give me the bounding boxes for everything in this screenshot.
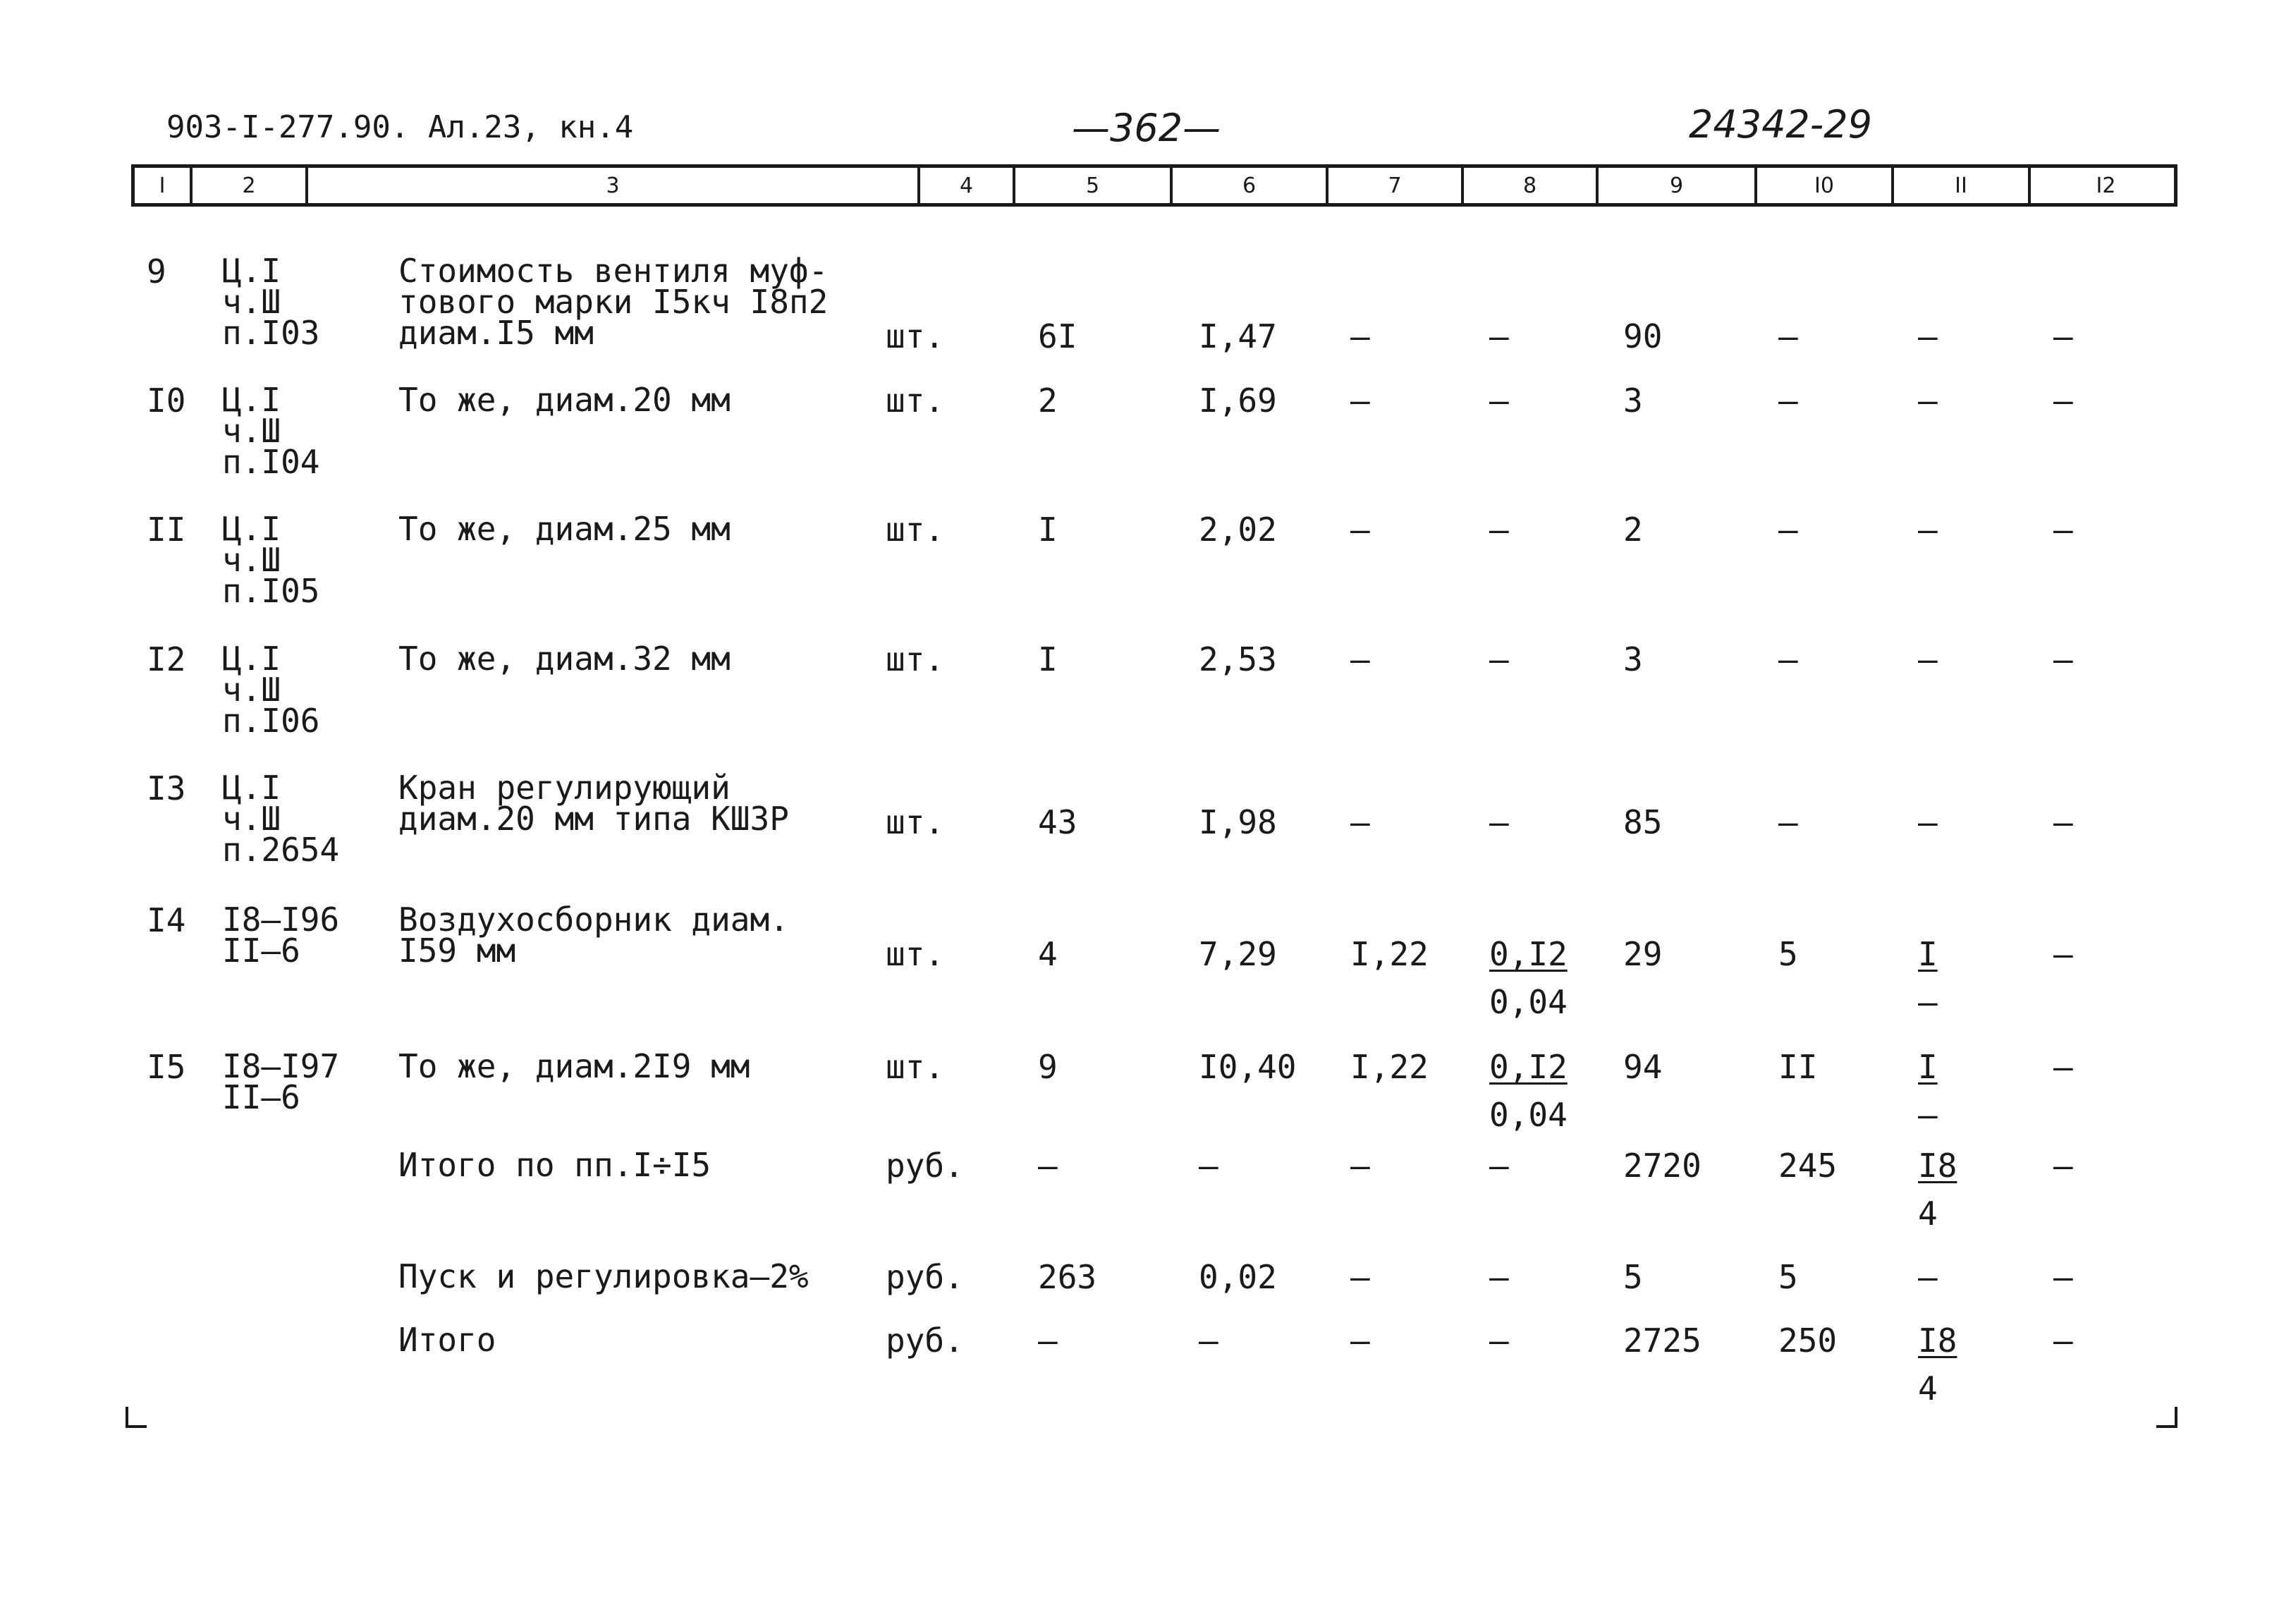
price-code: ч.Ш	[222, 671, 281, 709]
price-code: Ц.I	[222, 252, 281, 290]
value-col-12: –	[2053, 381, 2073, 420]
unit-cost: 7,29	[1199, 935, 1277, 973]
row-number: II	[147, 511, 186, 549]
document-reference: 903-I-277.90. Ал.23, кн.4	[166, 109, 634, 145]
price-code: ч.Ш	[222, 541, 281, 579]
unit-cost: I,69	[1199, 381, 1277, 420]
unit-cost: I,98	[1199, 803, 1277, 841]
value-col-12: –	[2053, 803, 2073, 841]
total-cost: 85	[1623, 803, 1663, 841]
value-col-10: II	[1778, 1048, 1818, 1086]
column-header-cell: I0	[1757, 168, 1894, 203]
corner-mark-right	[2156, 1407, 2177, 1428]
item-description: То же, диам.32 мм	[398, 640, 731, 678]
quantity: 9	[1038, 1048, 1058, 1086]
price-code: ч.Ш	[222, 412, 281, 450]
value-col-10: 5	[1778, 1258, 1798, 1296]
column-header-cell: I2	[2096, 173, 2116, 198]
value-col-12: –	[2053, 511, 2073, 549]
total-cost: 94	[1623, 1048, 1663, 1086]
price-code: Ц.I	[222, 381, 281, 419]
value-col-10: –	[1778, 511, 1798, 549]
value-col-11: I	[1918, 1048, 1938, 1086]
row-number: I5	[147, 1048, 186, 1086]
value-col-10: 5	[1778, 935, 1798, 973]
sheet-code: 24342-29	[1689, 102, 1872, 147]
value-col-12: –	[2053, 935, 2073, 973]
unit: руб.	[886, 1321, 964, 1360]
total-cost: 3	[1623, 640, 1643, 678]
column-header-cell: II	[1894, 168, 2031, 203]
price-code: п.I06	[222, 702, 320, 740]
item-description: Стоимость вентиля муф-	[398, 252, 829, 290]
total-cost: 29	[1623, 935, 1663, 973]
value-col-12: –	[2053, 317, 2073, 355]
column-header-cell: 3	[308, 168, 920, 203]
price-code: п.I03	[222, 314, 320, 352]
unit: шт.	[886, 511, 945, 549]
value-col-12: –	[2053, 640, 2073, 678]
quantity: I	[1038, 640, 1058, 678]
value-col-11: –	[1918, 381, 1938, 420]
value-col-11-secondary: 4	[1918, 1195, 1938, 1233]
unit: руб.	[886, 1147, 964, 1185]
price-code: Ц.I	[222, 769, 281, 807]
value-col-12: –	[2053, 1048, 2073, 1086]
unit-cost: 2,53	[1199, 640, 1277, 678]
value-col-7: –	[1350, 511, 1370, 549]
row-number: 9	[147, 252, 166, 291]
value-col-8-secondary: 0,04	[1489, 1096, 1568, 1134]
item-description: Итого	[398, 1321, 496, 1359]
item-description: Кран регулирующий	[398, 769, 731, 807]
value-col-8: 0,I2	[1489, 935, 1568, 973]
quantity: I	[1038, 511, 1058, 549]
value-col-12: –	[2053, 1147, 2073, 1185]
price-code: Ц.I	[222, 510, 281, 548]
column-header-cell: 4	[920, 168, 1015, 203]
price-code: II–6	[222, 932, 300, 970]
price-code: п.I05	[222, 572, 320, 610]
value-col-11: I8	[1918, 1147, 1957, 1185]
value-col-10: –	[1778, 381, 1798, 420]
value-col-7: –	[1350, 803, 1370, 841]
total-cost: 2725	[1623, 1321, 1702, 1360]
item-description: Итого по пп.I÷I5	[398, 1146, 711, 1184]
row-number: I3	[147, 769, 186, 807]
value-col-11: I8	[1918, 1321, 1957, 1360]
quantity: –	[1038, 1321, 1058, 1360]
unit-cost: I,47	[1199, 317, 1277, 355]
value-col-11: –	[1918, 511, 1938, 549]
value-col-7: –	[1350, 1258, 1370, 1296]
value-col-11: –	[1918, 640, 1938, 678]
value-col-8: –	[1489, 317, 1509, 355]
value-col-8: –	[1489, 381, 1509, 420]
item-description: То же, диам.2I9 мм	[398, 1047, 750, 1085]
total-cost: 5	[1623, 1258, 1643, 1296]
value-col-10: 250	[1778, 1321, 1838, 1360]
corner-mark-left	[126, 1407, 147, 1428]
column-header-cell: 8	[1464, 168, 1599, 203]
unit: шт.	[886, 1048, 945, 1086]
value-col-11-secondary: 4	[1918, 1369, 1938, 1408]
value-col-7: –	[1350, 1321, 1370, 1360]
value-col-7: –	[1350, 1147, 1370, 1185]
value-col-10: 245	[1778, 1147, 1838, 1185]
unit: шт.	[886, 803, 945, 841]
value-col-10: –	[1778, 317, 1798, 355]
value-col-8: –	[1489, 511, 1509, 549]
price-code: ч.Ш	[222, 800, 281, 838]
item-description: Воздухосборник диам.	[398, 900, 789, 939]
unit-cost: I0,40	[1199, 1048, 1297, 1086]
item-description: тового марки I5кч I8п2	[398, 283, 829, 321]
column-header-cell: 5	[1015, 168, 1173, 203]
value-col-7: I,22	[1350, 935, 1429, 973]
item-description: То же, диам.20 мм	[398, 381, 731, 419]
value-col-10: –	[1778, 640, 1798, 678]
value-col-7: –	[1350, 640, 1370, 678]
total-cost: 2	[1623, 511, 1643, 549]
value-col-11: –	[1918, 317, 1938, 355]
value-col-8-secondary: 0,04	[1489, 983, 1568, 1021]
price-code: I8–I96	[222, 900, 340, 939]
value-col-8: –	[1489, 803, 1509, 841]
value-col-11: –	[1918, 1258, 1938, 1296]
price-code: II–6	[222, 1078, 300, 1116]
quantity: 43	[1038, 803, 1077, 841]
quantity: 6I	[1038, 317, 1077, 355]
row-number: I0	[147, 381, 186, 420]
item-description: То же, диам.25 мм	[398, 510, 731, 548]
unit: руб.	[886, 1258, 964, 1296]
total-cost: 2720	[1623, 1147, 1702, 1185]
item-description: Пуск и регулировка–2%	[398, 1257, 809, 1295]
value-col-12: –	[2053, 1321, 2073, 1360]
column-header-cell: 9	[1599, 168, 1757, 203]
price-code: п.I04	[222, 443, 320, 481]
total-cost: 3	[1623, 381, 1643, 420]
quantity: 2	[1038, 381, 1058, 420]
value-col-12: –	[2053, 1258, 2073, 1296]
total-cost: 90	[1623, 317, 1663, 355]
row-number: I4	[147, 901, 186, 939]
quantity: 4	[1038, 935, 1058, 973]
price-code: I8–I97	[222, 1047, 340, 1085]
page-number: —362—	[1072, 106, 1221, 150]
quantity: –	[1038, 1147, 1058, 1185]
item-description: диам.20 мм типа КШЗР	[398, 800, 789, 838]
unit-cost: 0,02	[1199, 1258, 1277, 1296]
column-header-cell: 2	[193, 168, 308, 203]
item-description: I59 мм	[398, 932, 516, 970]
value-col-8: –	[1489, 1258, 1509, 1296]
unit: шт.	[886, 381, 945, 420]
unit-cost: –	[1199, 1321, 1218, 1360]
price-code: Ц.I	[222, 640, 281, 678]
row-number: I2	[147, 640, 186, 678]
value-col-11: –	[1918, 803, 1938, 841]
unit: шт.	[886, 317, 945, 355]
unit-cost: 2,02	[1199, 511, 1277, 549]
column-header-cell: I	[135, 168, 193, 203]
value-col-7: –	[1350, 317, 1370, 355]
column-header-row	[131, 164, 2177, 207]
value-col-8: –	[1489, 1321, 1509, 1360]
value-col-11: I	[1918, 935, 1938, 973]
column-header-cell: 6	[1173, 168, 1328, 203]
unit: шт.	[886, 640, 945, 678]
unit: шт.	[886, 935, 945, 973]
value-col-11-secondary: –	[1918, 1096, 1938, 1134]
value-col-10: –	[1778, 803, 1798, 841]
value-col-8: 0,I2	[1489, 1048, 1568, 1086]
value-col-11-secondary: –	[1918, 983, 1938, 1021]
quantity: 263	[1038, 1258, 1097, 1296]
value-col-7: I,22	[1350, 1048, 1429, 1086]
price-code: ч.Ш	[222, 283, 281, 321]
value-col-7: –	[1350, 381, 1370, 420]
value-col-8: –	[1489, 640, 1509, 678]
price-code: п.2654	[222, 831, 340, 869]
column-header-cell: 7	[1328, 168, 1464, 203]
unit-cost: –	[1199, 1147, 1218, 1185]
value-col-8: –	[1489, 1147, 1509, 1185]
item-description: диам.I5 мм	[398, 314, 594, 352]
